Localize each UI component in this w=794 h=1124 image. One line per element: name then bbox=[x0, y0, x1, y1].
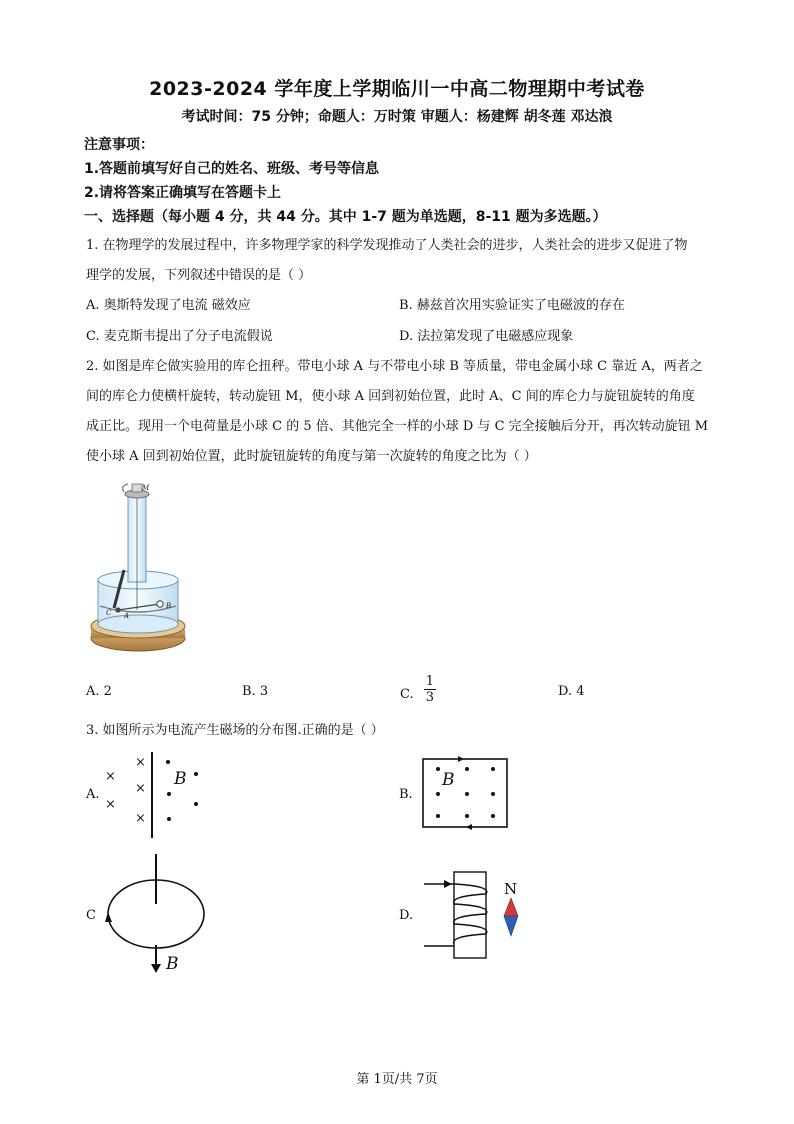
label-b: B bbox=[166, 602, 172, 610]
label-m: M bbox=[142, 484, 150, 492]
q3-line-1: 3. 如图所示为电流产生磁场的分布图.正确的是（ ） bbox=[86, 723, 384, 738]
q3-option-a-label: A. bbox=[86, 787, 100, 802]
fraction-one-third bbox=[424, 674, 436, 705]
fraction-denominator: 3 bbox=[425, 690, 435, 705]
q1-line-1: 1. 在物理学的发展过程中，许多物理学家的科学发现推动了人类社会的进步，人类社会的进步又促进了物 bbox=[86, 238, 688, 253]
compass-south-icon bbox=[504, 916, 518, 936]
fraction-numerator: 1 bbox=[425, 674, 435, 689]
q3-figure-d bbox=[420, 870, 532, 962]
q2-option-d: D. 4 bbox=[558, 684, 585, 699]
field-label-a: B bbox=[174, 769, 187, 789]
q2-line-4: 使小球 A 回到初始位置，此时旋钮旋转的角度与第一次旋转的角度之比为（ ） bbox=[86, 449, 537, 464]
north-label: N bbox=[504, 880, 518, 898]
q3-figure-a bbox=[100, 752, 210, 842]
field-label-c: B bbox=[166, 954, 179, 974]
q2-option-c bbox=[400, 674, 436, 705]
q1-line-2: 理学的发展，下列叙述中错误的是（ ） bbox=[86, 268, 312, 283]
q1-option-c: C. 麦克斯韦提出了分子电流假说 bbox=[86, 329, 273, 344]
q1-option-b: B. 赫兹首次用实验证实了电磁波的存在 bbox=[399, 298, 625, 313]
q3-option-b-label: B. bbox=[399, 787, 413, 802]
q2-line-1: 2. 如图是库仑做实验用的库仑扭秤。带电小球 A 与不带电小球 B 等质量，带电金属小球 C 靠近 A，两者之 bbox=[86, 359, 703, 374]
label-a: A bbox=[124, 612, 130, 620]
q3-figure-b bbox=[420, 756, 512, 830]
exam-info: 考试时间：75 分钟；命题人：万时策 审题人：杨建辉 胡冬莲 邓达浪 bbox=[181, 109, 613, 125]
page-title: 2023-2024 学年度上学期临川一中高二物理期中考试卷 bbox=[149, 78, 645, 100]
svg-text:×: × bbox=[105, 797, 116, 812]
q2-option-c-prefix: C. bbox=[400, 687, 414, 702]
label-c: C bbox=[106, 609, 112, 617]
notes-heading: 注意事项： bbox=[84, 137, 154, 153]
q2-line-3: 成正比。现用一个电荷量是小球 C 的 5 倍、其他完全一样的小球 D 与 C 完全接触后分开，再次转动旋钮 M bbox=[86, 419, 709, 434]
q2-option-b: B. 3 bbox=[242, 684, 269, 699]
svg-text:×: × bbox=[135, 811, 146, 826]
notes-item-2: 2.请将答案正确填写在答题卡上 bbox=[84, 185, 282, 201]
section-heading: 一、选择题（每小题 4 分，共 44 分。其中 1-7 题为单选题，8-11 题为多选题。） bbox=[84, 209, 607, 225]
page-footer: 第 1页/共 7页 bbox=[356, 1072, 438, 1087]
q1-option-d: D. 法拉第发现了电磁感应现象 bbox=[399, 329, 574, 344]
svg-text:×: × bbox=[105, 769, 116, 784]
svg-text:×: × bbox=[135, 755, 146, 770]
q3-option-c-label: C bbox=[86, 908, 96, 923]
q3-option-d-label: D. bbox=[399, 908, 414, 923]
svg-text:×: × bbox=[135, 781, 146, 796]
notes-item-1: 1.答题前填写好自己的姓名、班级、考号等信息 bbox=[84, 161, 380, 177]
compass-north-icon bbox=[504, 898, 518, 916]
q2-option-a: A. 2 bbox=[86, 684, 112, 699]
field-label-b: B bbox=[442, 770, 455, 790]
q3-figure-c bbox=[104, 852, 214, 978]
q2-line-2: 间的库仑力使横杆旋转，转动旋钮 M，使小球 A 回到初始位置，此时 A、C 间的库仑力与旋钮旋转的角度 bbox=[86, 389, 695, 404]
q1-option-a: A. 奥斯特发现了电流 磁效应 bbox=[86, 298, 251, 313]
torsion-balance-figure bbox=[88, 478, 194, 662]
